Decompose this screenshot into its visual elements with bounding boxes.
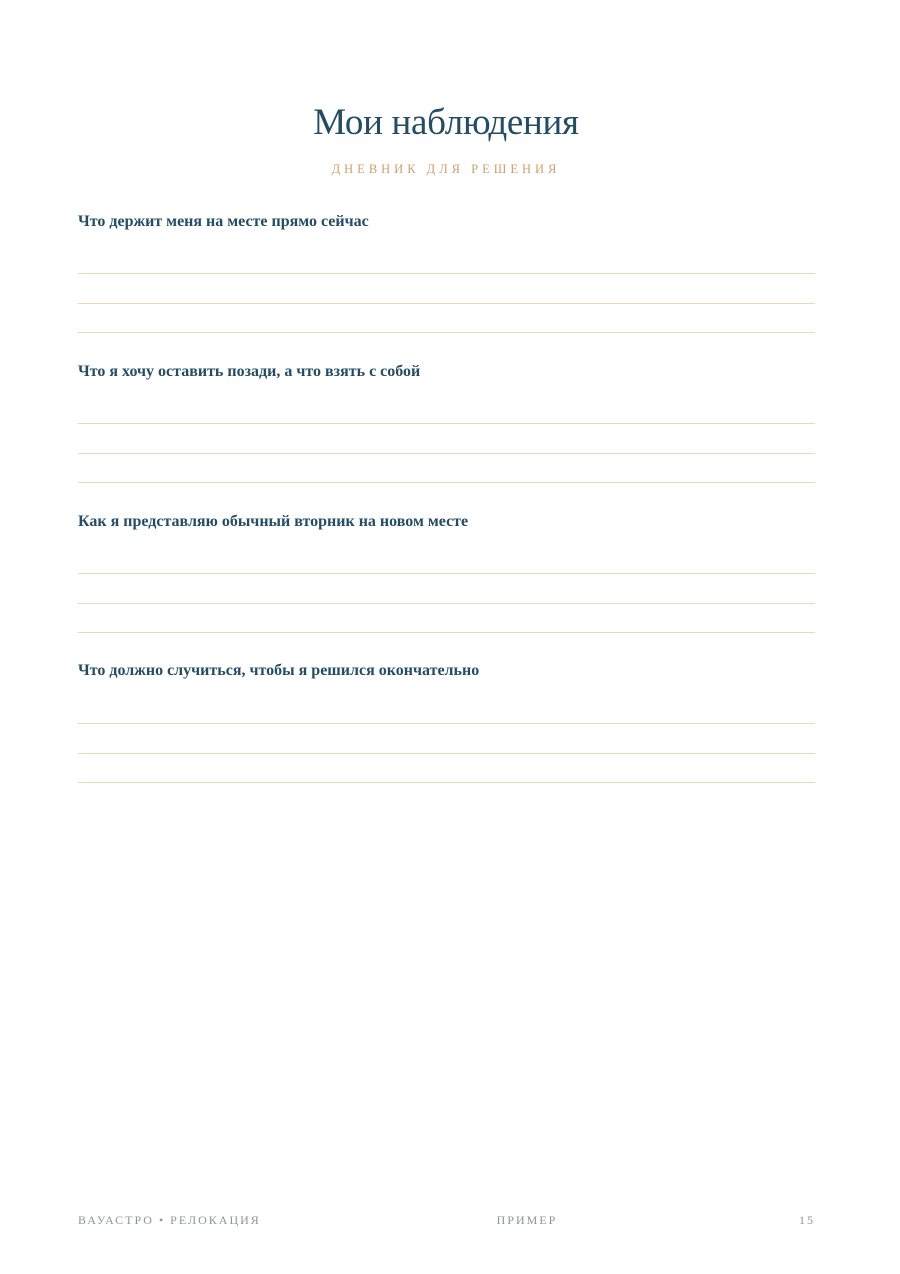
writing-line[interactable] <box>78 603 815 604</box>
writing-line[interactable] <box>78 723 815 724</box>
writing-line[interactable] <box>78 332 815 333</box>
prompt-section-4 <box>78 661 815 681</box>
writing-line[interactable] <box>78 423 815 424</box>
footer-brand: ВАУАСТРО • РЕЛОКАЦИЯ <box>78 1213 261 1227</box>
writing-line[interactable] <box>78 453 815 454</box>
writing-line[interactable] <box>78 782 815 783</box>
writing-line[interactable] <box>78 482 815 483</box>
prompt-section-1 <box>78 212 815 232</box>
writing-line[interactable] <box>78 632 815 633</box>
writing-line[interactable] <box>78 273 815 274</box>
prompt-section-3 <box>78 512 815 532</box>
writing-line[interactable] <box>78 573 815 574</box>
page-subtitle: ДНЕВНИК ДЛЯ РЕШЕНИЯ <box>331 162 561 176</box>
prompt-question: Что держит меня на месте прямо сейчас <box>78 213 369 230</box>
prompt-question: Что я хочу оставить позади, а что взять с собой <box>78 363 421 380</box>
prompt-question: Как я представляю обычный вторник на новом месте <box>78 513 469 530</box>
page-number: 15 <box>799 1213 815 1227</box>
footer-label: ПРИМЕР <box>496 1213 558 1227</box>
prompt-section-2 <box>78 362 815 382</box>
page-title: Мои наблюдения <box>313 102 579 143</box>
writing-line[interactable] <box>78 753 815 754</box>
prompt-question: Что должно случиться, чтобы я решился окончательно <box>78 662 480 679</box>
writing-line[interactable] <box>78 303 815 304</box>
